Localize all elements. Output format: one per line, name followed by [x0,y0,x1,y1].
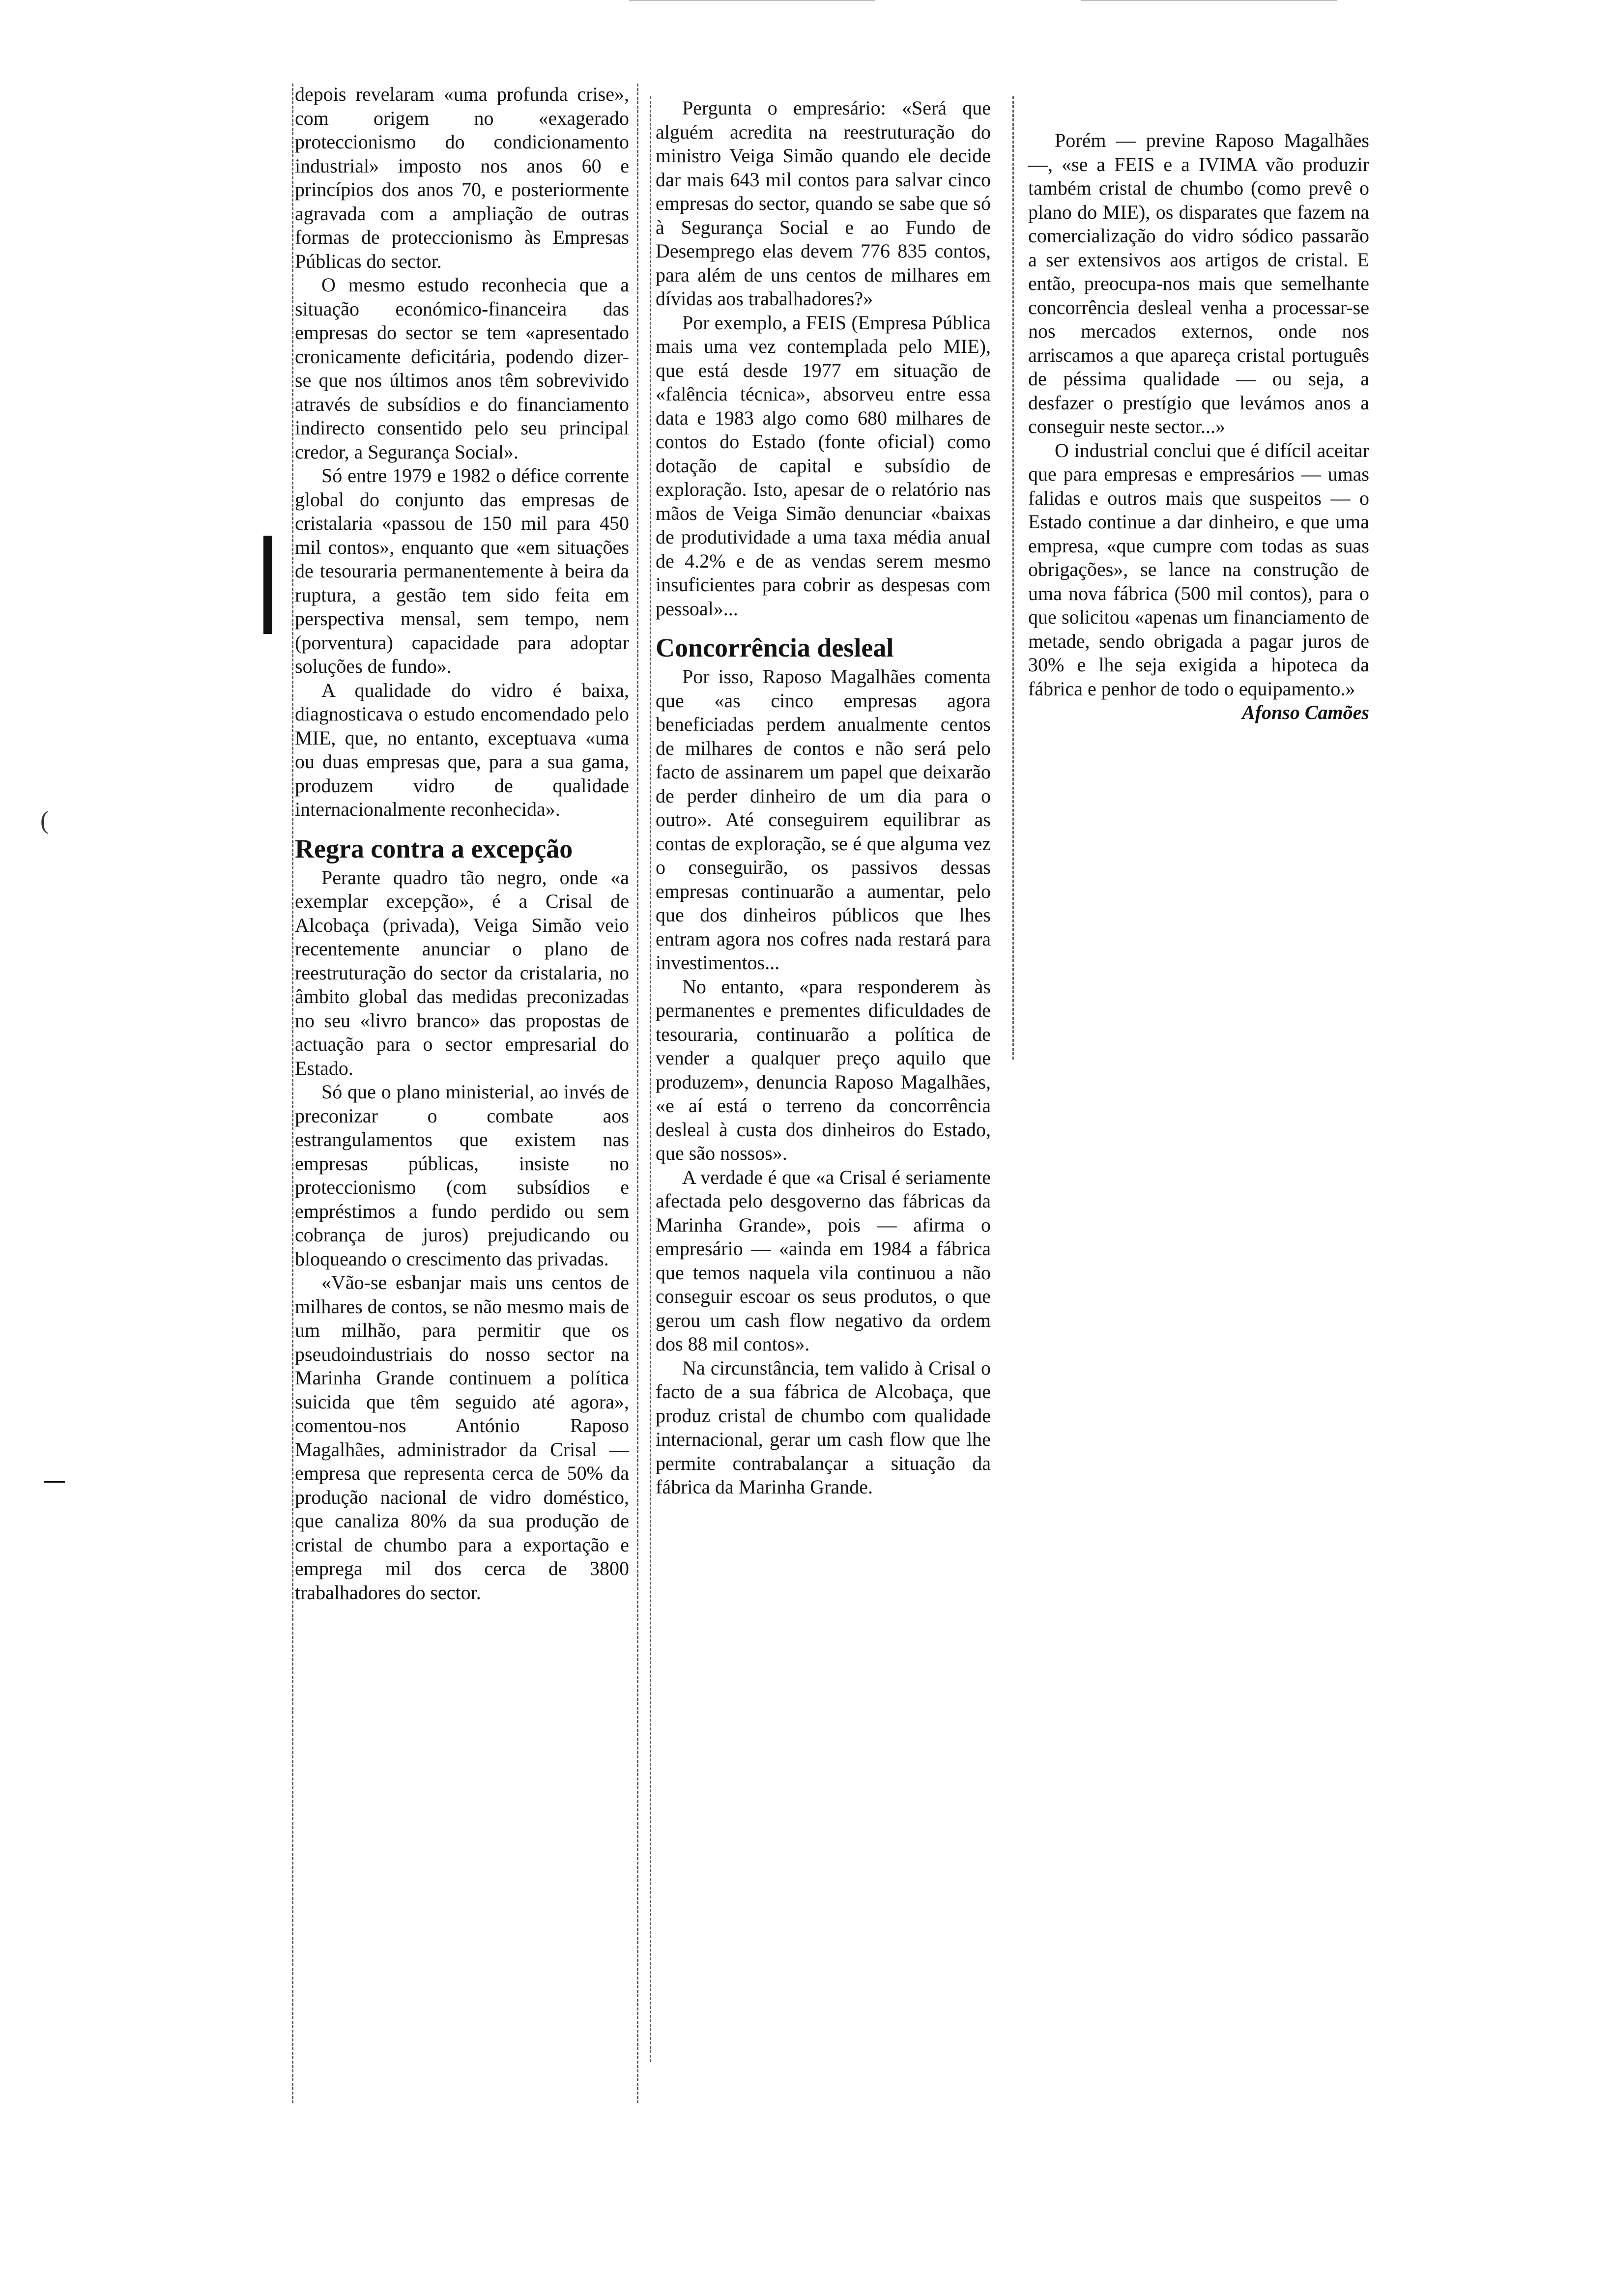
col1-paragraph-4: A qualidade do vidro é baixa, diagnosticava o estudo encomendado pelo MIE, que, no entanto, exceptuava «uma ou duas empresas que, para a sua gama, produzem vidro de qualidade internacionalmente reconhecida». [295,679,629,820]
section-heading-concorrencia-desleal: Concorrência desleal [656,633,894,662]
col2-paragraph-4: No entanto, «para responderem às permanentes e prementes dificuldades de tesouraria, continuarão a política de vender a qualquer preço aquilo que produzem», denuncia Raposo Magalhães, «e aí está o terreno da concorrência desleal à custa dos dinheiros do Estado, que são nossos». [656,975,991,1164]
col1-paragraph-3: Só entre 1979 e 1982 o défice corrente global do conjunto das empresas de cristalaria «passou de 150 mil para 450 mil contos», enquanto que «em situações de tesouraria permanentemente à beira da ruptura, a gestão tem sido feita em perspectiva mensal, sem tempo, nem (porventura) capacidade para adoptar soluções de fundo». [295,464,629,677]
margin-bracket-mark: ( [40,806,49,834]
article-column-2 [656,96,991,1499]
col2-paragraph-1: Pergunta o empresário: «Será que alguém acredita na reestruturação do ministro Veiga Simão quando ele decide dar mais 643 mil contos para salvar cinco empresas do sector, quando se sabe que só à Segurança Social e ao Fundo de Desemprego elas devem 776 835 contos, para além de uns centos de milhares em dívidas aos trabalhadores?» [656,97,991,310]
col1-paragraph-7: «Vão-se esbanjar mais uns centos de milhares de contos, se não mesmo mais de um milhão, para permitir que os pseudoindustriais do nosso sector na Marinha Grande continuem a política suicida que têm seguido até agora», comentou-nos António Raposo Magalhães, administrador da Crisal — empresa que representa cerca de 50% da produção nacional de vidro doméstico, que canaliza 80% da sua produção de cristal de chumbo para a exportação e emprega mil dos cerca de 3800 trabalhadores do sector. [295,1271,629,1604]
column-rule-2a [650,96,651,2062]
column-rule-1b [637,84,638,2103]
margin-dash-mark [44,1481,65,1483]
section-heading-regra-contra-excepcao: Regra contra a excepção [295,833,573,863]
col1-paragraph-5: Perante quadro tão negro, onde «a exemplar excepção», é a Crisal de Alcobaça (privada), Veiga Simão veio recentemente anunciar o plano de reestruturação do sector da cristalaria, no âmbito global das medidas preconizadas no seu «livro branco» das propostas de actuação para o sector empresarial do Estado. [295,866,629,1079]
col1-paragraph-2: O mesmo estudo reconhecia que a situação económico-financeira das empresas do sector se tem «apresentado cronicamente deficitária, podendo dizer-se que nos últimos anos têm sobrevivido através de subsídios e do financiamento indirecto consentido pelo seu principal credor, a Segurança Social». [295,274,629,463]
author-signature: Afonso Camões [1242,701,1369,723]
article-column-1 [295,83,629,1605]
column-rule-1a [292,84,293,2103]
col2-paragraph-5: A verdade é que «a Crisal é seriamente afectada pelo desgoverno das fábricas da Marinha Grande», pois — afirma o empresário — «ainda em 1984 a fábrica que temos naquela vila continuou a não conseguir escoar os seus produtos, o que gerou um cash flow negativo da ordem dos 88 mil contos». [656,1166,991,1355]
col3-paragraph-1: Porém — previne Raposo Magalhães —, «se a FEIS e a IVIMA vão produzir também cristal de chumbo (como prevê o plano do MIE), os disparates que fazem na comercialização do vidro sódico passarão a ser extensivos aos artigos de cristal. E então, preocupa-nos mais que semelhante concorrência desleal venha a processar-se nos mercados externos, onde nos arriscamos a que apareça cristal português de péssima qualidade — ou seja, a desfazer o prestígio que levámos anos a conseguir neste sector...» [1028,129,1369,437]
col3-paragraph-2: O industrial conclui que é difícil aceitar que para empresas e empresários — umas falidas e outros mais que suspeitos — o Estado continue a dar dinheiro, e que uma empresa, «que cumpre com todas as suas obrigações», se lance na construção de uma nova fábrica (500 mil contos), para o que solicitou «apenas um financiamento de metade, sendo obrigada a pagar juros de 30% e lhe seja exigida a hipoteca da fábrica e penhor de todo o equipamento.» [1028,439,1369,700]
top-scan-line-right [1081,0,1337,1]
col2-paragraph-6: Na circunstância, tem valido à Crisal o facto de a sua fábrica de Alcobaça, que produz cristal de chumbo com qualidade internacional, gerar um cash flow que lhe permite contrabalançar a situação da fábrica da Marinha Grande. [656,1356,991,1498]
top-scan-line-left [629,0,875,1]
margin-bar-mark [263,536,272,634]
column-rule-2b [1012,96,1014,1060]
col2-paragraph-2: Por exemplo, a FEIS (Empresa Pública mais uma vez contemplada pelo MIE), que está desde 1977 em situação de «falência técnica», absorveu entre essa data e 1983 algo como 680 milhares de contos do Estado (fonte oficial) como dotação de capital e subsídio de exploração. Isto, apesar de o relatório nas mãos de Veiga Simão denunciar «baixas de produtividade a uma taxa média anual de 4.2% e de as vendas serem mesmo insuficientes para cobrir as despesas com pessoal»... [656,311,991,620]
col2-paragraph-3: Por isso, Raposo Magalhães comenta que «as cinco empresas agora beneficiadas perdem anualmente centos de milhares de contos e não será pelo facto de assinarem um papel que deixarão de perder dinheiro de um dia para o outro». Até conseguirem equilibrar as contas de exploração, se é que alguma vez o conseguirão, os passivos dessas empresas continuarão a aumentar, pelo que dos dinheiros públicos que lhes entram agora nos cofres nada restará para investimentos... [656,665,991,974]
article-column-3 [1028,129,1369,725]
col1-paragraph-1: depois revelaram «uma profunda crise», com origem no «exagerado proteccionismo do condicionamento industrial» imposto nos anos 60 e princípios dos anos 70, e posteriormente agravada com a ampliação de outras formas de proteccionismo às Empresas Públicas do sector. [295,83,629,272]
col1-paragraph-6: Só que o plano ministerial, ao invés de preconizar o combate aos estrangulamentos que existem nas empresas públicas, insiste no proteccionismo (com subsídios e empréstimos a fundo perdido ou sem cobrança de juros) prejudicando ou bloqueando o crescimento das privadas. [295,1081,629,1270]
